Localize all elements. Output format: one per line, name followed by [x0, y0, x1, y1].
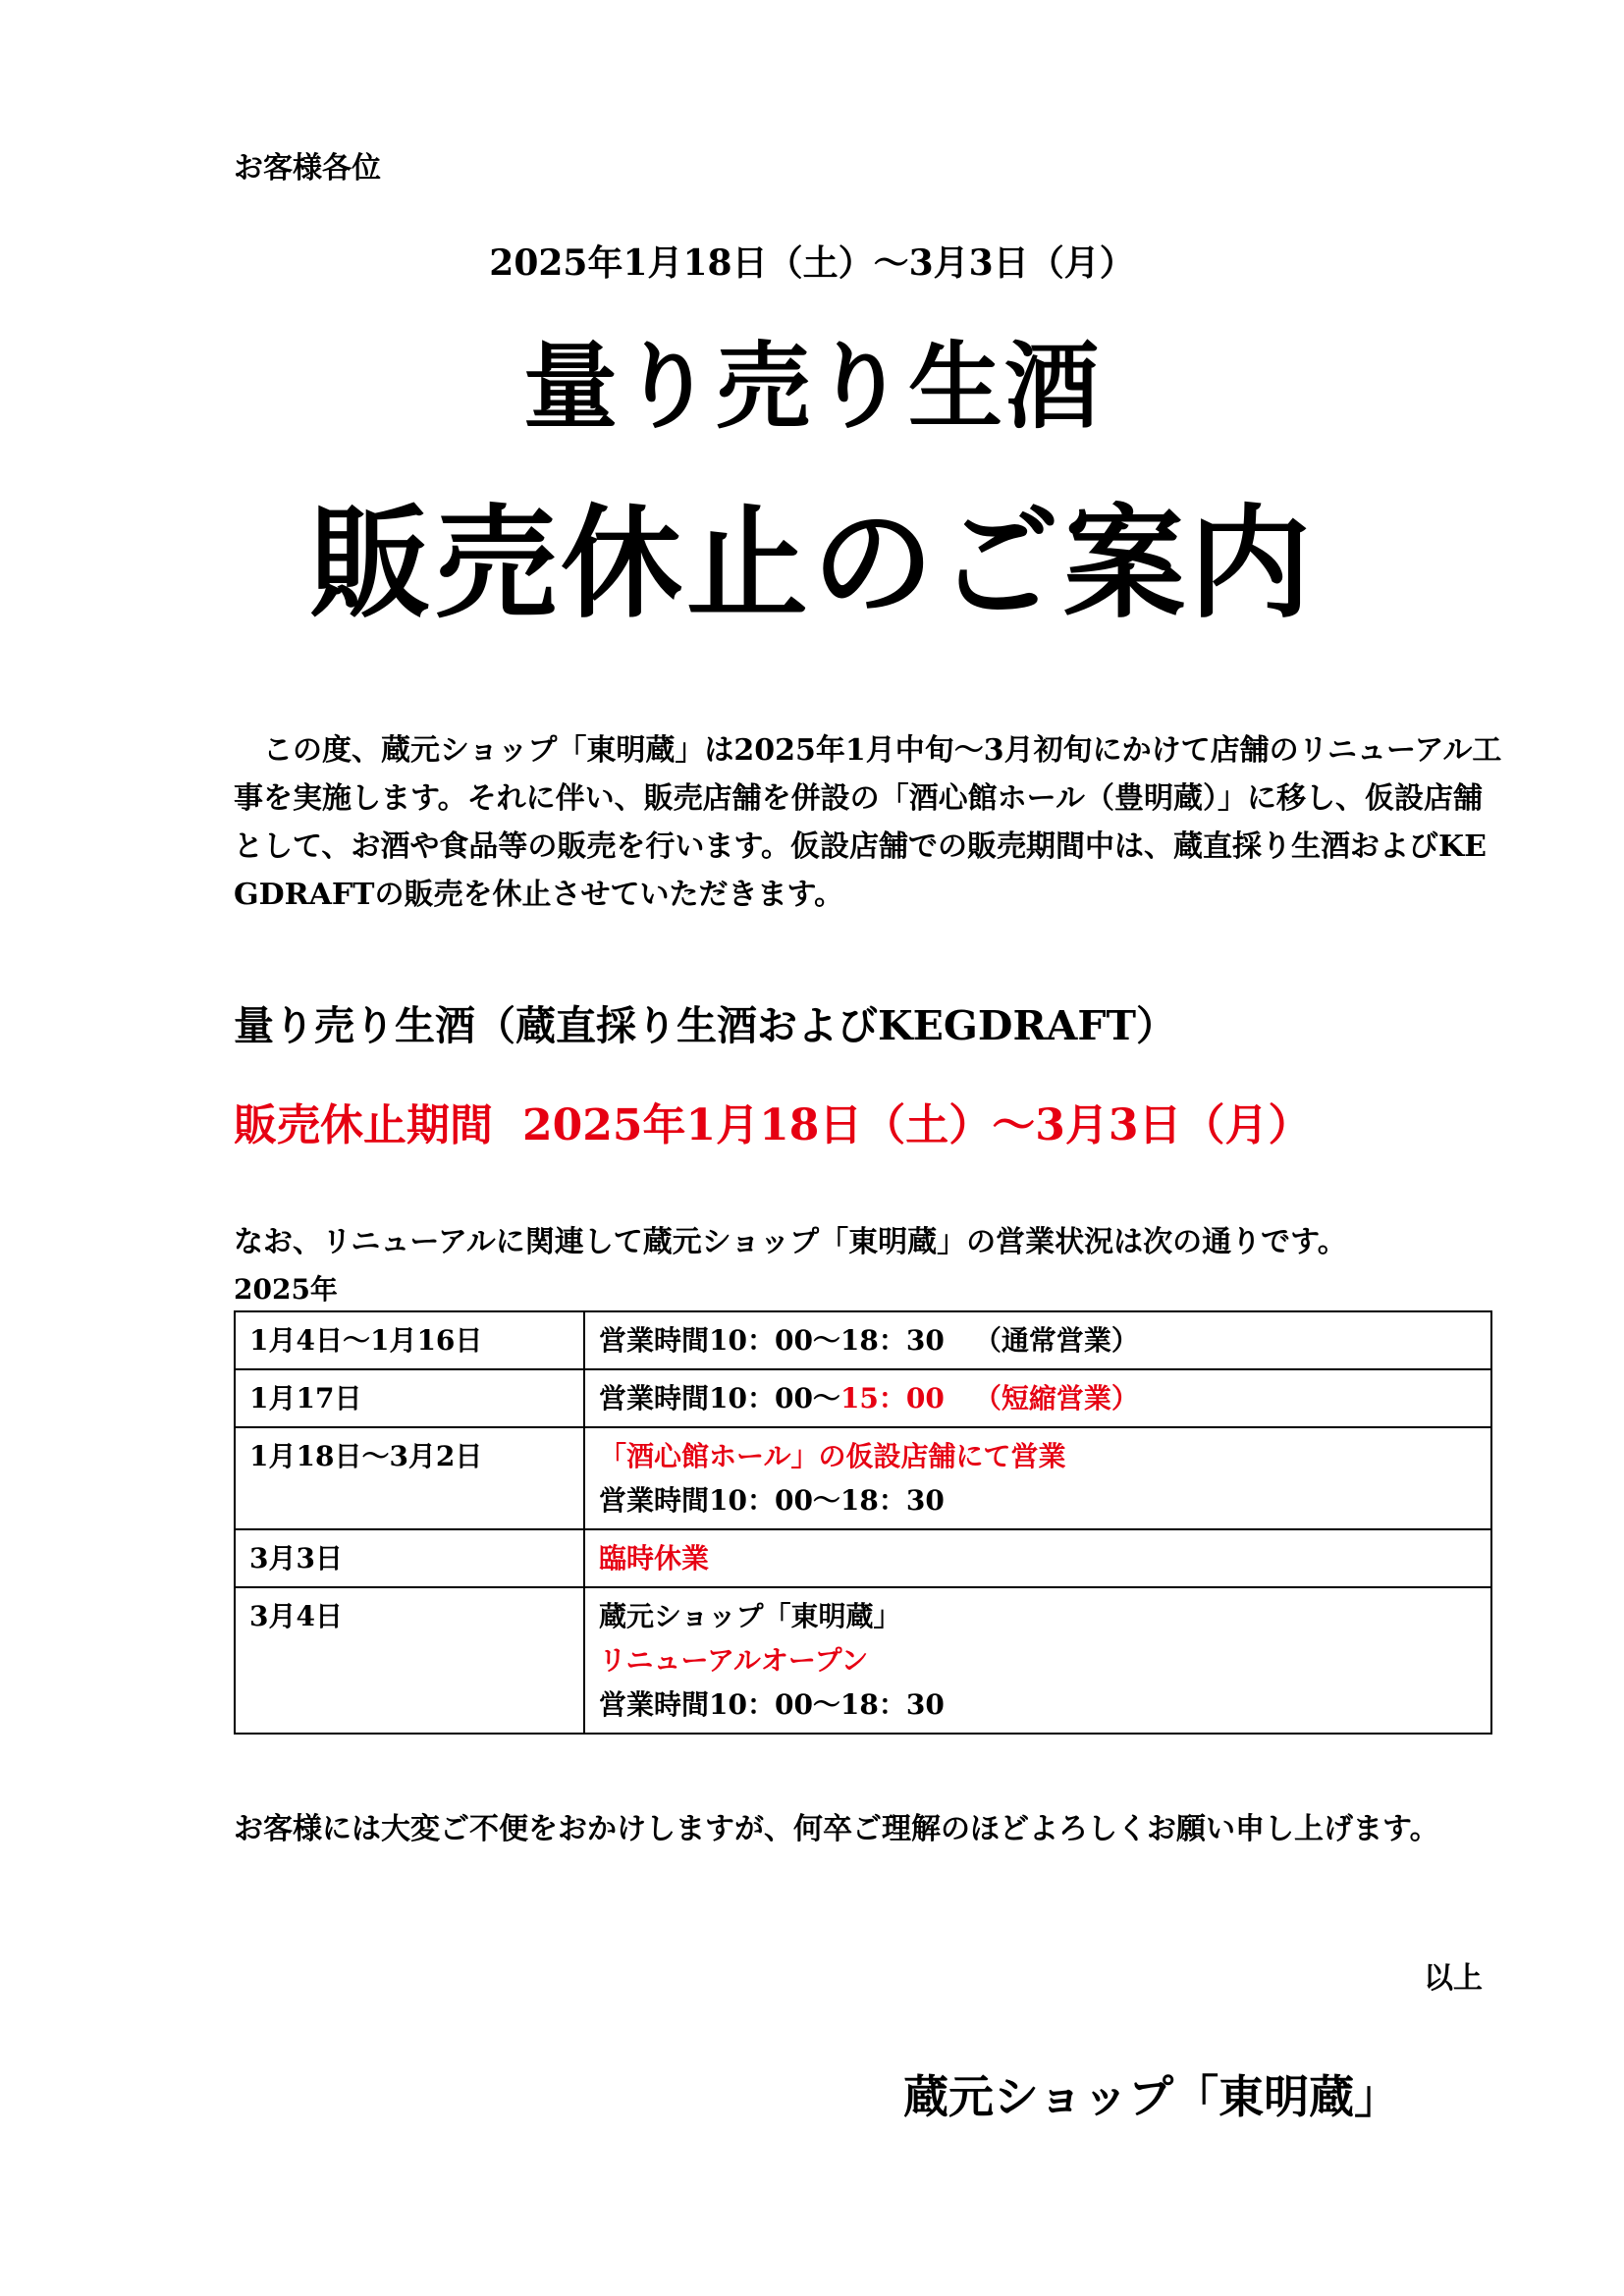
suspension-dates: 2025年1月18日（土）～3月3日（月）: [522, 1100, 1312, 1150]
hours-text: 営業時間10：00～18：30: [599, 1484, 945, 1517]
table-row: [235, 1311, 1491, 1369]
schedule-date: 1月18日～3月2日: [235, 1427, 584, 1529]
table-row: [235, 1587, 1491, 1734]
schedule-detail: [584, 1529, 1491, 1587]
table-row: [235, 1529, 1491, 1587]
title-line-2: 販売休止のご案内: [308, 494, 1315, 635]
hours-text: 営業時間10：00～18：30: [599, 1324, 945, 1357]
schedule-table: [234, 1310, 1492, 1735]
date-line: 2025年1月18日（土）～3月3日（月）: [489, 242, 1135, 284]
hours-text: 営業時間10：00～18：30: [599, 1688, 945, 1721]
suspension-label: 販売休止期間: [234, 1100, 493, 1150]
schedule-date: 3月3日: [235, 1529, 584, 1587]
status-text: （通常営業）: [973, 1324, 1139, 1357]
closure-notice: 臨時休業: [599, 1542, 710, 1575]
schedule-detail: [584, 1311, 1491, 1369]
closing-mark: 以上: [1424, 1961, 1483, 1996]
status-text: （短縮営業）: [973, 1382, 1139, 1415]
hours-text: 営業時間10：00～: [599, 1382, 840, 1415]
suspension-period: [234, 1090, 1312, 1152]
closing-paragraph: お客様には大変ご不便をおかけしますが、何卒ご理解のほどよろしくお願い申し上げます。: [234, 1812, 1439, 1846]
schedule-detail: [584, 1369, 1491, 1427]
reopen-notice: リニューアルオープン: [599, 1644, 869, 1677]
table-row: [235, 1427, 1491, 1529]
year-label: 2025年: [234, 1273, 338, 1306]
table-row: [235, 1369, 1491, 1427]
signature: 蔵元ショップ「東明蔵」: [903, 2070, 1400, 2123]
schedule-detail: [584, 1427, 1491, 1529]
schedule-date: 1月4日～1月16日: [235, 1311, 584, 1369]
title-line-1: 量り売り生酒: [523, 332, 1101, 442]
shortened-end-time: 15：00: [839, 1382, 945, 1415]
temporary-store-notice: 「酒心館ホール」の仮設店舗にて営業: [599, 1440, 1066, 1472]
schedule-date: 3月4日: [235, 1587, 584, 1734]
body-paragraph: この度、蔵元ショップ「東明蔵」は2025年1月中旬～3月初旬にかけて店舗のリニューアル工事を実施します。それに伴い、販売店舗を併設の「酒心館ホール（豊明蔵）」に移し、仮設店舗として、お酒や食品等の販売を行います。仮設店舗での販売期間中は、蔵直採り生酒およびKEGDRAFTの販売を休止させていただきます。: [234, 733, 1502, 912]
shop-name: 蔵元ショップ「東明蔵」: [599, 1600, 901, 1632]
schedule-detail: [584, 1587, 1491, 1734]
schedule-date: 1月17日: [235, 1369, 584, 1427]
schedule-note: なお、リニューアルに関連して蔵元ショップ「東明蔵」の営業状況は次の通りです。: [234, 1225, 1347, 1259]
product-heading: 量り売り生酒（蔵直採り生酒およびKEGDRAFT）: [234, 1002, 1176, 1049]
salutation: お客様各位: [234, 151, 381, 186]
